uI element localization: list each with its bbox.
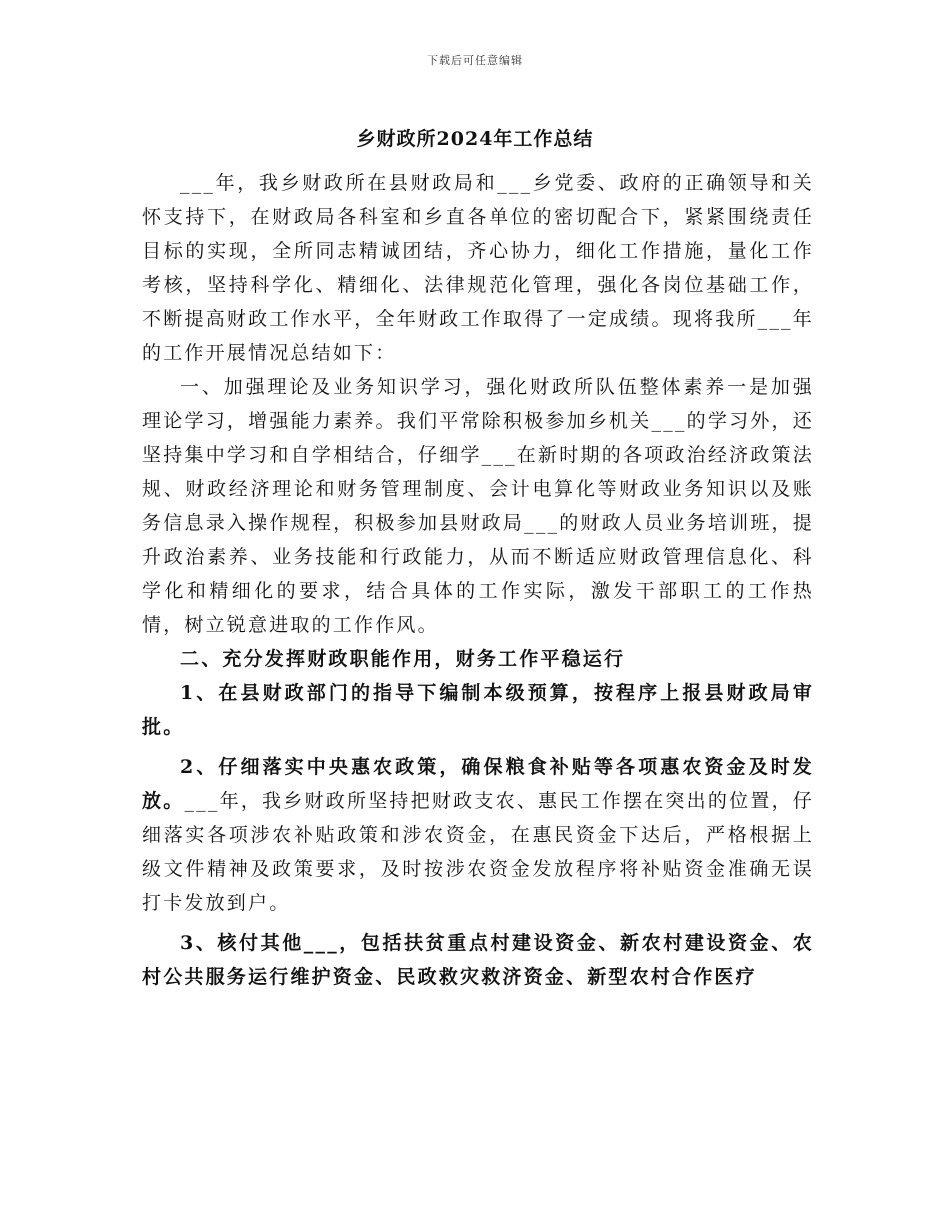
item-2-heading: 2、仔细落实中央惠农政策，确保粮食补贴等各项惠农资金及时发放。: [142, 756, 814, 812]
document-body: [142, 166, 814, 994]
item-3-funds: 3、核付其他___，包括扶贫重点村建设资金、新农村建设资金、农村公共服务运行维护资金、民政救灾救济资金、新型农村合作医疗: [142, 932, 814, 988]
item-2-subsidy: [142, 750, 814, 920]
paragraph-section-1: 一、加强理论及业务知识学习，强化财政所队伍整体素养一是加强理论学习，增强能力素养。我们平常除积极参加乡机关___的学习外，还坚持集中学习和自学相结合，仔细学___在新时期的各项政治经济政策法规、财政经济理论和财务管理制度、会计电算化等财政业务知识以及账务信息录入操作规程，积极参加县财政局___的财政人员业务培训班，提升政治素养、业务技能和行政能力，从而不断适应财政管理信息化、科学化和精细化的要求，结合具体的工作实际，激发干部职工的工作热情，树立锐意进取的工作作风。: [142, 376, 814, 636]
heading-section-2: 二、充分发挥财政职能作用，财务工作平稳运行: [180, 648, 626, 670]
item-2-body: ___年，我乡财政所坚持把财政支农、惠民工作摆在突出的位置，仔细落实各项涉农补贴政策和涉农资金，在惠民资金下达后，严格根据上级文件精神及政策要求，及时按涉农资金发放程序将补贴资金准确无误打卡发放到户。: [142, 790, 815, 914]
item-1-budget: 1、在县财政部门的指导下编制本级预算，按程序上报县财政局审批。: [142, 682, 814, 738]
document-title: 乡财政所2024年工作总结: [356, 128, 594, 150]
paragraph-intro: ___年，我乡财政所在县财政局和___乡党委、政府的正确领导和关怀支持下，在财政局各科室和乡直各单位的密切配合下，紧紧围绕责任目标的实现，全所同志精诚团结，齐心协力，细化工作措施，量化工作考核，坚持科学化、精细化、法律规范化管理，强化各岗位基础工作，不断提高财政工作水平，全年财政工作取得了一定成绩。现将我所___年的工作开展情况总结如下：: [142, 172, 814, 364]
header-note: 下载后可任意编辑: [427, 54, 523, 67]
